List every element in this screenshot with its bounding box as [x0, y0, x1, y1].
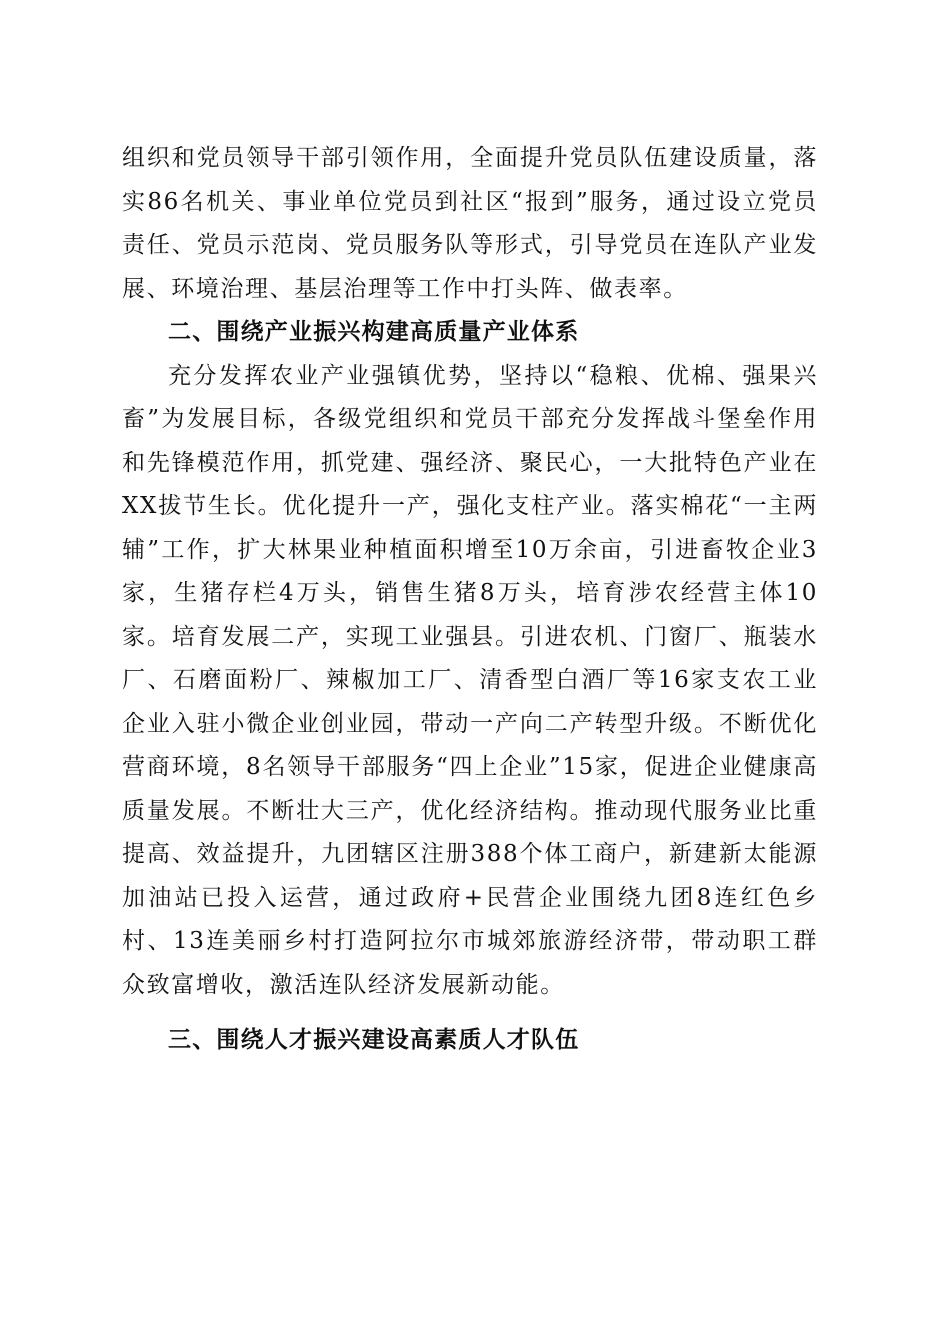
- section-heading-industry: 二、围绕产业振兴构建高质量产业体系: [168, 319, 580, 345]
- section-heading-talent: 三、围绕人才振兴建设高素质人才队伍: [168, 1027, 580, 1053]
- document-body: [122, 137, 818, 1063]
- paragraph-party-members: 组织和党员领导干部引领作用，全面提升党员队伍建设质量，落实86名机关、事业单位党员到社区“报到”服务，通过设立党员责任、党员示范岗、党员服务队等形式，引导党员在连队产业发展、环境治理、基层治理等工作中打头阵、做表率。: [122, 145, 818, 302]
- paragraph-industry: 充分发挥农业产业强镇优势，坚持以“稳粮、优棉、强果兴畜”为发展目标，各级党组织和党员干部充分发挥战斗堡垒作用和先锋模范作用，抓党建、强经济、聚民心，一大批特色产业在XX拔节生长。优化提升一产，强化支柱产业。落实棉花“一主两辅”工作，扩大林果业种植面积增至10万余亩，引进畜牧企业3家，生猪存栏4万头，销售生猪8万头，培育涉农经营主体10家。培育发展二产，实现工业强县。引进农机、门窗厂、瓶装水厂、石磨面粉厂、辣椒加工厂、清香型白酒厂等16家支农工业企业入驻小微企业创业园，带动一产向二产转型升级。不断优化营商环境，8名领导干部服务“四上企业”15家，促进企业健康高质量发展。不断壮大三产，优化经济结构。推动现代服务业比重提高、效益提升，九团辖区注册388个体工商户，新建新太能源加油站已投入运营，通过政府+民营企业围绕九团8连红色乡村、13连美丽乡村打造阿拉尔市城郊旅游经济带，带动职工群众致富增收，激活连队经济发展新动能。: [122, 362, 818, 998]
